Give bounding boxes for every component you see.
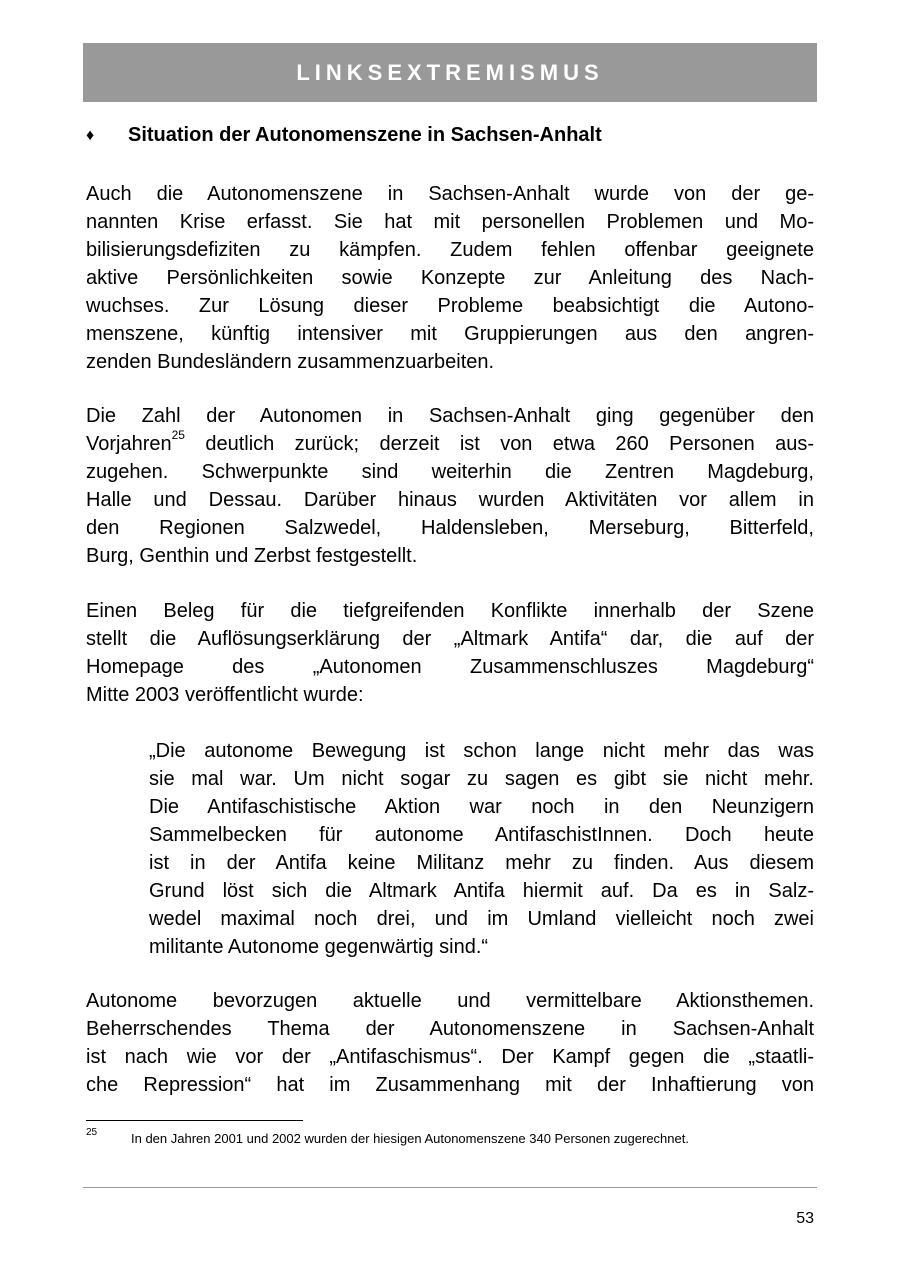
text-line: Auch die Autonomenszene in Sachsen-Anhalt wurde von der ge- [86,183,814,205]
quote-line: „Die autonome Bewegung ist schon lange nicht mehr das was [149,740,814,762]
paragraph-3 [86,597,814,709]
quote-line: wedel maximal noch drei, und im Umland vielleicht noch zwei [149,908,814,930]
section-heading [86,124,814,147]
quote-line: militante Autonome gegenwärtig sind.“ [149,936,489,958]
footer-divider [83,1187,817,1188]
block-quote [149,737,814,961]
text-line: ist nach wie vor der „Antifaschismus“. Der Kampf gegen die „staatli- [86,1046,814,1068]
text-line: stellt die Auflösungserklärung der „Altmark Antifa“ dar, die auf der [86,628,814,650]
text-line: nannten Krise erfasst. Sie hat mit personellen Problemen und Mo- [86,211,814,233]
page-number: 53 [796,1210,814,1227]
page-header-bar [83,43,817,102]
paragraph-2 [86,402,814,570]
footnote-number: 25 [86,1127,98,1138]
text-line-with-footnote [86,430,814,458]
quote-line: ist in der Antifa keine Militanz mehr zu finden. Aus diesem [149,852,814,874]
quote-line: Sammelbecken für autonome AntifaschistInnen. Doch heute [149,824,814,846]
header-title: LINKSEXTREMISMUS [296,59,604,85]
text-line: Beherrschendes Thema der Autonomenszene in Sachsen-Anhalt [86,1018,814,1040]
text-line: bilisierungsdefiziten zu kämpfen. Zudem fehlen offenbar geeignete [86,239,814,261]
section-heading-text: Situation der Autonomenszene in Sachsen-Anhalt [128,124,602,146]
text-line: Autonome bevorzugen aktuelle und vermittelbare Aktionsthemen. [86,990,814,1012]
text-line: Einen Beleg für die tiefgreifenden Konflikte innerhalb der Szene [86,600,814,622]
paragraph-4 [86,987,814,1099]
text-fragment: Vorjahren [86,433,172,455]
text-line: wuchses. Zur Lösung dieser Probleme beabsichtigt die Autono- [86,295,814,317]
text-fragment: deutlich zurück; derzeit ist von etwa 260 Personen aus- [184,433,814,455]
quote-line: Grund löst sich die Altmark Antifa hiermit auf. Da es in Salz- [149,880,814,902]
text-line: menszene, künftig intensiver mit Gruppierungen aus den angren- [86,323,814,345]
diamond-bullet-icon: ♦ [86,126,95,144]
text-line: zenden Bundesländern zusammenzuarbeiten. [86,351,495,373]
text-line: che Repression“ hat im Zusammenhang mit der Inhaftierung von [86,1074,814,1096]
text-line: zugehen. Schwerpunkte sind weiterhin die Zentren Magdeburg, [86,461,814,483]
text-line: Halle und Dessau. Darüber hinaus wurden Aktivitäten vor allem in [86,489,814,511]
text-line: Die Zahl der Autonomen in Sachsen-Anhalt ging gegenüber den [86,405,814,427]
footnote-text: In den Jahren 2001 und 2002 wurden der hiesigen Autonomenszene 340 Personen zugerechnet. [131,1131,689,1146]
text-line: den Regionen Salzwedel, Haldensleben, Merseburg, Bitterfeld, [86,517,814,539]
footnote-separator [86,1120,303,1121]
paragraph-1 [86,180,814,376]
text-line: Homepage des „Autonomen Zusammenschluszes Magdeburg“ [86,656,814,678]
quote-line: sie mal war. Um nicht sogar zu sagen es gibt sie nicht mehr. [149,768,814,790]
text-line: aktive Persönlichkeiten sowie Konzepte zur Anleitung des Nach- [86,267,814,289]
footnote-marker: 25 [171,428,185,443]
text-line: Burg, Genthin und Zerbst festgestellt. [86,545,418,567]
quote-line: Die Antifaschistische Aktion war noch in den Neunzigern [149,796,814,818]
text-line: Mitte 2003 veröffentlicht wurde: [86,684,364,706]
